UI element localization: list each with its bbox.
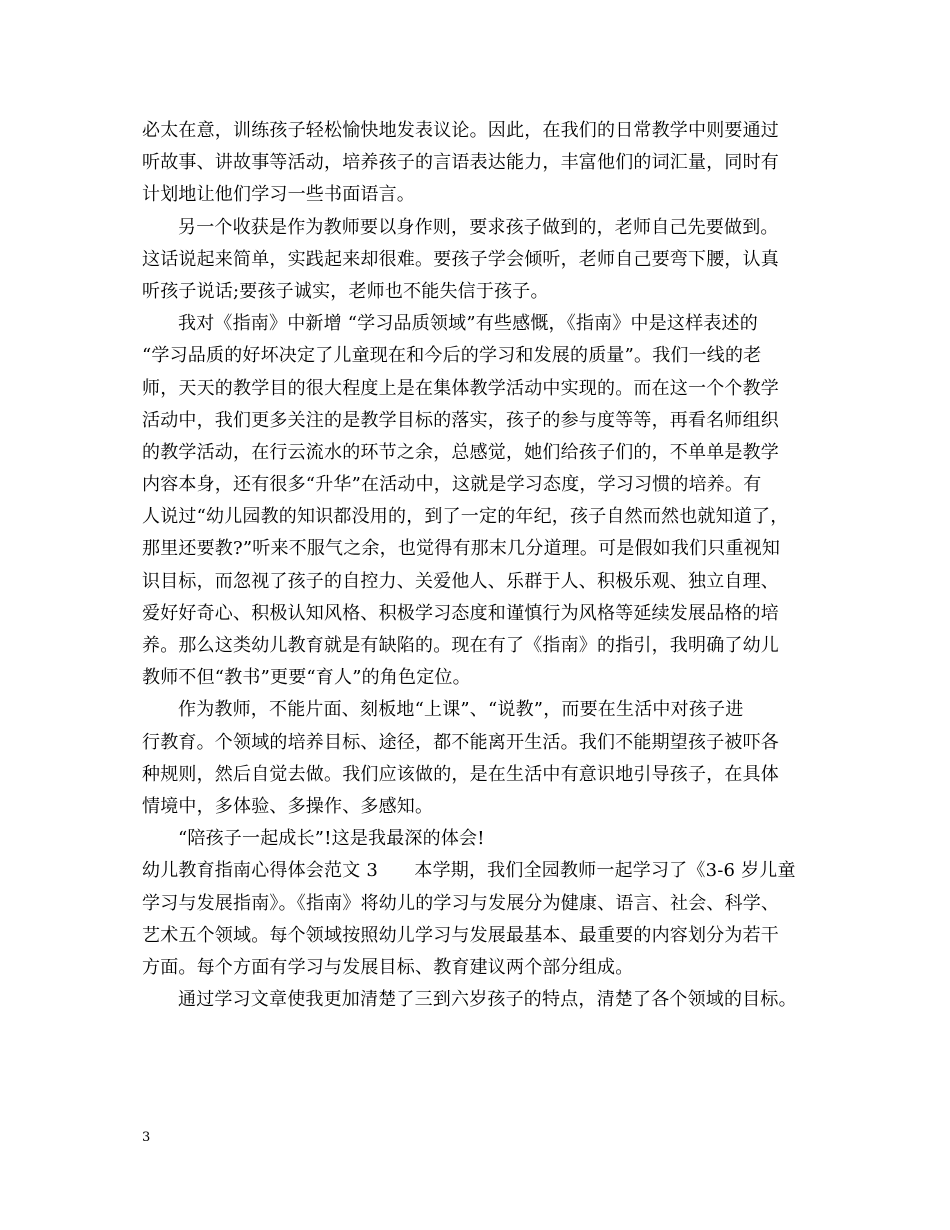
text-line: 活动中，我们更多关注的是教学目标的落实，孩子的参与度等等，再看名师组织 — [142, 409, 779, 431]
text-line: 学习与发展指南》。《指南》将幼儿的学习与发展分为健康、语言、社会、科学、 — [142, 892, 780, 914]
text-line: 行教育。个领域的培养目标、途径，都不能离开生活。我们不能期望孩子被吓各 — [142, 731, 779, 753]
text-line: 人说过“幼儿园教的知识都没用的，到了一定的年纪，孩子自然而然也就知道了， — [142, 506, 789, 528]
text-line: 种规则，然后自觉去做。我们应该做的，是在生活中有意识地引导孩子，在具体 — [142, 763, 779, 785]
text-line: 的教学活动，在行云流水的环节之余，总感觉，她们给孩子们的，不单单是教学 — [142, 441, 779, 463]
text-line: 内容本身，还有很多“升华”在活动中，这就是学习态度，学习习惯的培养。有 — [142, 474, 762, 496]
text-line: 作为教师，不能片面、刻板地“上课”、“说教”，而要在生活中对孩子进 — [178, 699, 744, 721]
text-line: 计划地让他们学习一些书面语言。 — [142, 184, 415, 206]
text-line: 另一个收获是作为教师要以身作则，要求孩子做到的，老师自己先要做到。 — [178, 216, 779, 238]
text-line: 情境中，多体验、多操作、多感知。 — [142, 795, 434, 817]
text-line: 识目标，而忽视了孩子的自控力、关爱他人、乐群于人、积极乐观、独立自理、 — [142, 570, 779, 592]
text-line: 方面。每个方面有学习与发展目标、教育建议两个部分组成。 — [142, 956, 634, 978]
text-line: 我对《指南》中新增 “学习品质领域”有些感慨，《指南》中是这样表述的 — [178, 313, 758, 335]
text-line: 通过学习文章使我更加清楚了三到六岁孩子的特点，清楚了各个领域的目标。 — [178, 989, 797, 1011]
text-line: 听故事、讲故事等活动，培养孩子的言语表达能力，丰富他们的词汇量，同时有 — [142, 152, 779, 174]
text-line: 师，天天的教学目的很大程度上是在集体教学活动中实现的。而在这一个个教学 — [142, 377, 779, 399]
text-line: 教师不但“教书”更要“育人”的角色定位。 — [142, 667, 471, 689]
page-number: 3 — [142, 1130, 151, 1145]
text-line: 养。那么这类幼儿教育就是有缺陷的。现在有了《指南》的指引，我明确了幼儿 — [142, 635, 779, 656]
body-text — [142, 115, 822, 1016]
text-line: 这话说起来简单，实践起来却很难。要孩子学会倾听，老师自己要弯下腰，认真 — [142, 248, 779, 270]
text-line: 那里还要教?”听来不服气之余，也觉得有那末几分道理。可是假如我们只重视知 — [142, 538, 781, 560]
text-line: “学习品质的好坏决定了儿童现在和今后的学习和发展的质量”。我们一线的老 — [142, 345, 762, 367]
text-line: 听孩子说话;要孩子诚实，老师也不能失信于孩子。 — [142, 280, 549, 302]
text-line: 幼儿教育指南心得体会范文 3 本学期，我们全园教师一起学习了《3-6 岁儿童 — [142, 860, 796, 882]
text-line: 爱好好奇心、积极认知风格、积极学习态度和谨慎行为风格等延续发展品格的培 — [142, 602, 779, 624]
text-line: 艺术五个领域。每个领域按照幼儿学习与发展最基本、最重要的内容划分为若干 — [142, 924, 779, 946]
text-line: “陪孩子一起成长”!这是我最深的体会! — [178, 828, 485, 850]
text-line: 必太在意，训练孩子轻松愉快地发表议论。因此，在我们的日常教学中则要通过 — [142, 120, 779, 141]
